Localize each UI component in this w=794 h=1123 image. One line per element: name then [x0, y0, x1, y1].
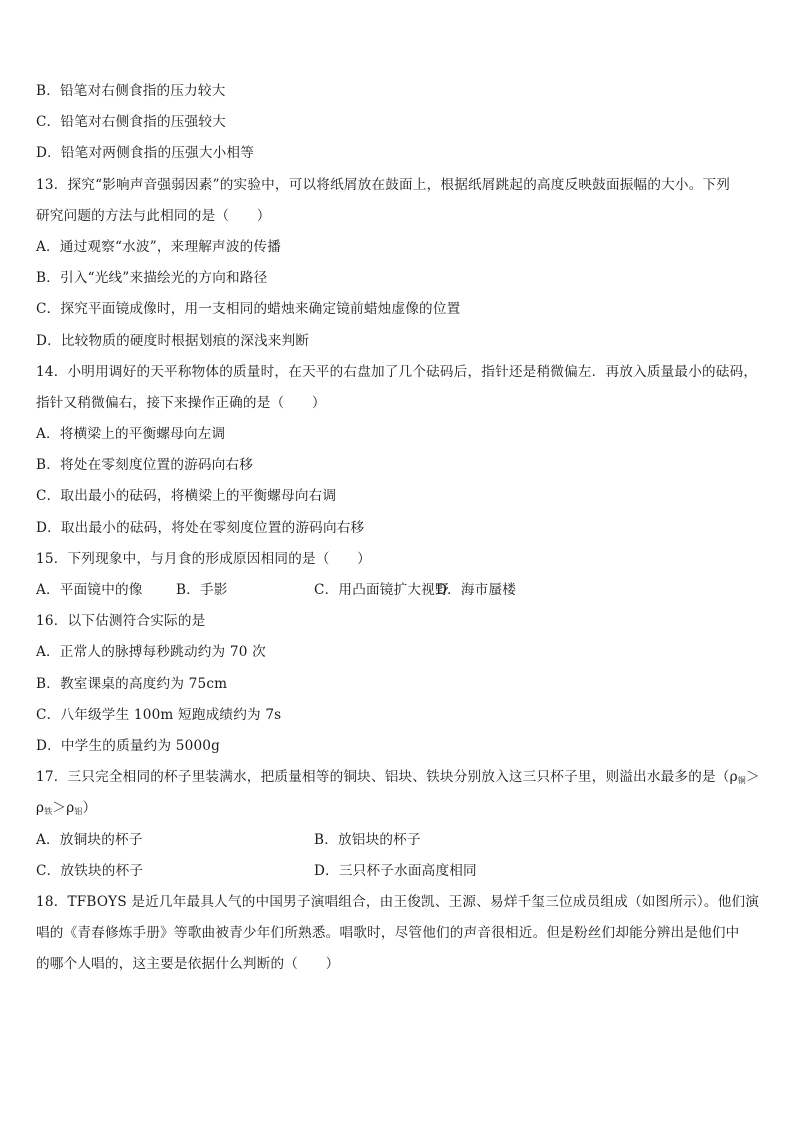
- q18-stem-line-1: 18．TFBOYS 是近几年最具人气的中国男子演唱组合，由王俊凯、王源、易烊千玺三位成员组成（如图所示）。他们演: [36, 893, 760, 910]
- q14-option-a: A．将横梁上的平衡螺母向左调: [36, 426, 226, 443]
- q16-option-d: D．中学生的质量约为 5000g: [36, 737, 221, 754]
- q17-rho-aluminum: ρ: [66, 800, 75, 817]
- q17-options-row-1: [36, 825, 760, 856]
- q17-stem-text: 17．三只完全相同的杯子里装满水，把质量相等的铜块、铝块、铁块分别放入这三只杯子里，则溢出水最多的是（ρ: [36, 769, 738, 786]
- q17-greater-than-1: ＞: [745, 769, 760, 786]
- exam-page: [36, 76, 760, 980]
- q16-option-b: B．教室课桌的高度约为 75cm: [36, 675, 228, 692]
- q17-option-c: C．放铁块的杯子: [36, 862, 144, 879]
- q13-option-c: C．探究平面镜成像时，用一支相同的蜡烛来确定镜前蜡烛虚像的位置: [36, 301, 461, 318]
- q17-greater-than-2: ＞: [52, 800, 67, 817]
- q15-option-c: C．用凸面镜扩大视野: [314, 582, 449, 598]
- q12-option-c: C．铅笔对右侧食指的压强较大: [36, 114, 226, 131]
- q12-option-d: D．铅笔对两侧食指的压强大小相等: [36, 145, 255, 162]
- q15-stem: 15．下列现象中，与月食的形成原因相同的是（ ）: [36, 550, 371, 567]
- q14-option-d: D．取出最小的砝码，将处在零刻度位置的游码向右移: [36, 519, 365, 536]
- q15-option-a: A．平面镜中的像: [36, 582, 143, 598]
- q13-stem-line-2: 研究问题的方法与此相同的是（ ）: [36, 207, 271, 224]
- q14-stem-line-1: 14．小明用调好的天平称物体的质量时，在天平的右盘加了几个砝码后，指针还是稍微偏左．再放入质量最小的砝码，: [36, 363, 758, 380]
- q16-stem: 16．以下估测符合实际的是: [36, 613, 206, 630]
- q18-stem-line-3: 的哪个人唱的，这主要是依据什么判断的（ ）: [36, 956, 340, 973]
- q17-option-a: A．放铜块的杯子: [36, 831, 143, 848]
- q14-option-c: C．取出最小的砝码，将横梁上的平衡螺母向右调: [36, 488, 337, 505]
- q17-subscript-aluminum: 铝: [74, 807, 83, 817]
- q17-rho-iron: ρ: [36, 800, 45, 817]
- q17-subscript-copper: 铜: [737, 776, 746, 786]
- q15-option-b: B．手影: [176, 582, 228, 598]
- q15-options-row: [36, 575, 760, 606]
- q16-option-a: A．正常人的脉搏每秒跳动约为 70 次: [36, 644, 266, 661]
- q17-stem-line-2: [36, 793, 760, 824]
- q17-stem-line-1: [36, 762, 760, 793]
- q15-option-d: D．海市蜃楼: [436, 582, 517, 598]
- q17-subscript-iron: 铁: [44, 807, 53, 817]
- q17-close-paren: ）: [82, 800, 97, 817]
- q13-option-d: D．比较物质的硬度时根据划痕的深浅来判断: [36, 332, 310, 349]
- q13-stem-line-1: 13．探究“影响声音强弱因素”的实验中，可以将纸屑放在鼓面上，根据纸屑跳起的高度反映鼓面振幅的大小。下列: [36, 176, 731, 193]
- q16-option-c: C．八年级学生 100m 短跑成绩约为 7s: [36, 706, 282, 723]
- q17-options-row-2: [36, 856, 760, 887]
- q13-option-a: A．通过观察“水波”，来理解声波的传播: [36, 238, 282, 255]
- q18-stem-line-2: 唱的《青春修炼手册》等歌曲被青少年们所熟悉。唱歌时，尽管他们的声音很相近。但是粉丝们却能分辨出是他们中: [36, 925, 740, 942]
- q12-option-b: B．铅笔对右侧食指的压力较大: [36, 83, 226, 99]
- q14-stem-line-2: 指针又稍微偏右，接下来操作正确的是（ ）: [36, 394, 326, 411]
- q13-option-b: B．引入“光线”来描绘光的方向和路径: [36, 270, 268, 287]
- q14-option-b: B．将处在零刻度位置的游码向右移: [36, 457, 254, 474]
- q17-option-b: B．放铝块的杯子: [314, 831, 421, 848]
- q17-option-d: D．三只杯子水面高度相同: [314, 862, 477, 879]
